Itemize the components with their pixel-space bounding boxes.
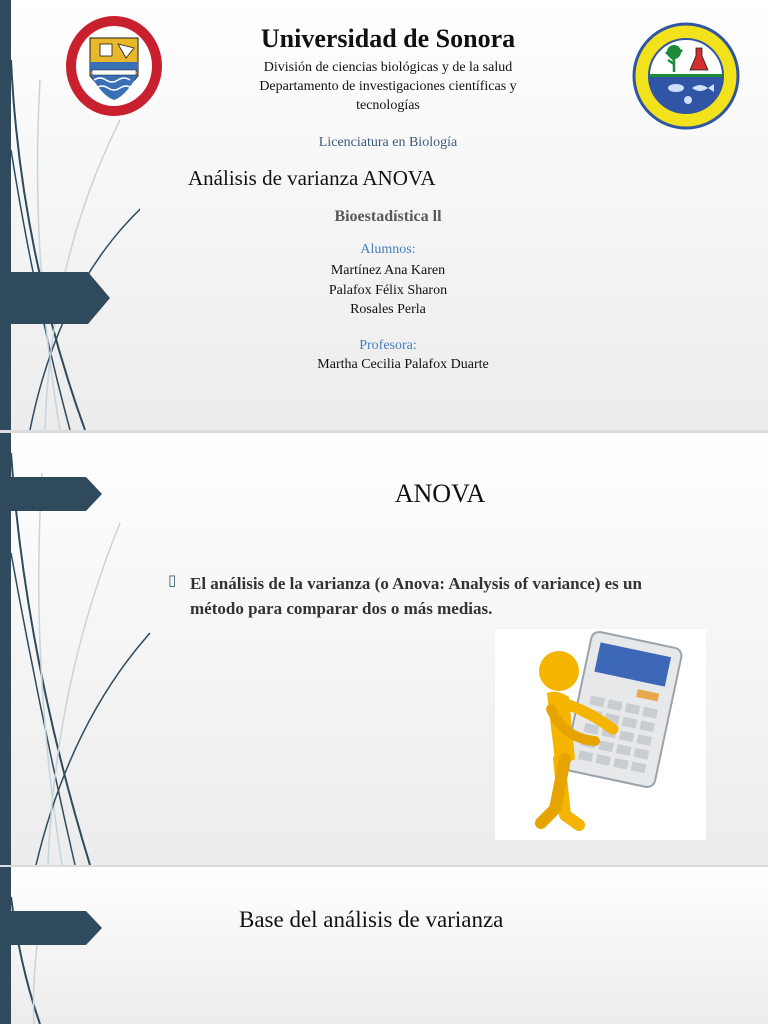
slide-title: Base del análisis de varianza (239, 907, 504, 932)
slide-anova (0, 433, 768, 865)
departamento-investigaciones-logo (632, 22, 740, 130)
bullet-icon: ▯ (168, 573, 177, 589)
teacher-name: Martha Cecilia Palafox Duarte (317, 357, 489, 372)
slide-tab-marker (0, 272, 112, 324)
program-name: Licenciatura en Biología (318, 135, 458, 150)
universidad-sonora-logo (64, 14, 164, 118)
slide-title (0, 0, 768, 430)
slide-base-analisis (0, 867, 768, 1024)
division-text: División de ciencias biológicas y de la salud (263, 60, 513, 75)
university-title: Universidad de Sonora (260, 24, 516, 53)
department-text-line2: tecnologías (356, 98, 420, 113)
presentation-topic: Análisis de varianza ANOVA (188, 166, 436, 190)
slide-tab-marker (0, 477, 104, 511)
student-name: Rosales Perla (350, 302, 426, 317)
slide-tab-marker (0, 911, 104, 945)
bullet-text-line1: El análisis de la varianza (o Anova: Analysis of variance) es un (190, 574, 642, 593)
university-subtitle (200, 58, 576, 115)
person-calculator-icon (495, 629, 706, 840)
bullet-text-line2: método para comparar dos o más medias. (190, 599, 493, 618)
students-list (290, 261, 486, 320)
student-name: Martínez Ana Karen (330, 263, 446, 278)
department-text-line1: Departamento de investigaciones científicas y (259, 79, 517, 94)
decorative-lines (0, 867, 120, 1024)
student-name: Palafox Félix Sharon (328, 282, 448, 298)
slide-title: ANOVA (394, 479, 486, 508)
course-name: Bioestadística ll (334, 208, 442, 225)
bullet-text (190, 571, 720, 621)
students-label: Alumnos: (360, 242, 416, 257)
teacher-label: Profesora: (359, 338, 417, 353)
calculator-figure-image (495, 629, 706, 840)
